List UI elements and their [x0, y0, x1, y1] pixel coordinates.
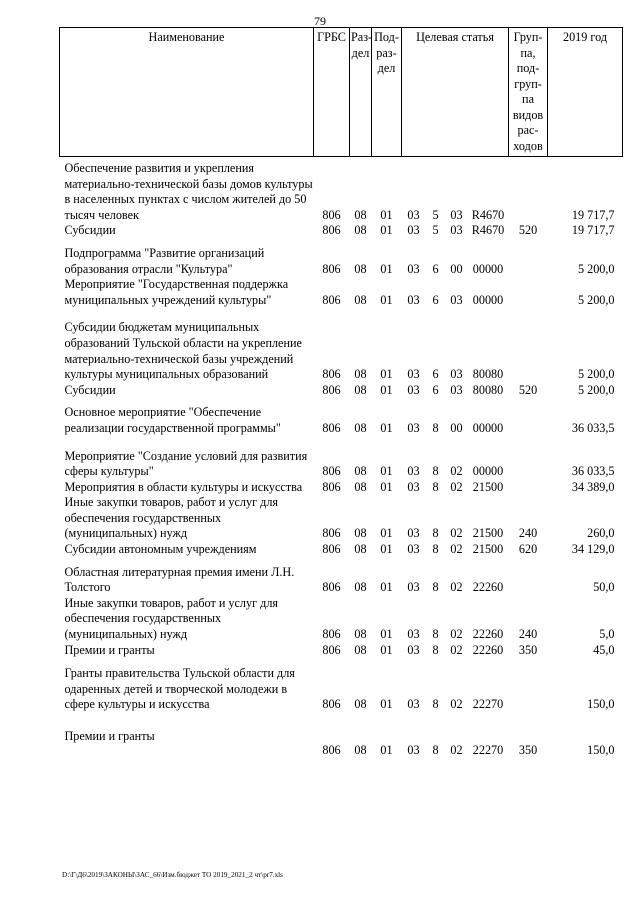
row-code-cell: 08	[354, 627, 367, 642]
row-code-cell: 01	[380, 261, 393, 276]
row-code-cell: R4670	[471, 223, 505, 238]
row-code-cell: 21500	[472, 542, 504, 557]
row-code-cell: 8	[432, 464, 439, 479]
header-celevaya-statya: Целевая статья	[402, 28, 509, 157]
row-code-cell: 03	[407, 526, 420, 541]
row-code-cell: 00000	[472, 261, 504, 276]
row-code-cell: 21500	[472, 479, 504, 494]
row-code-cell: 08	[354, 526, 367, 541]
row-code-cell: 806	[322, 580, 341, 595]
row-name-cell: Мероприятия в области культуры и искусства	[64, 479, 303, 494]
row-name-cell: Мероприятие "Государственная поддержка муниципальных учреждений культуры"	[64, 277, 289, 307]
row-code-cell: 8	[432, 627, 439, 642]
row-code-cell: 03	[407, 542, 420, 557]
table-row	[60, 223, 623, 239]
row-code-cell: 80080	[472, 382, 504, 397]
row-amount-cell: 19 717,7	[571, 223, 615, 238]
header-year: 2019 год	[548, 28, 623, 157]
row-name-cell: Иные закупки товаров, работ и услуг для обеспечения государственных (муниципальных) нужд	[64, 595, 279, 642]
row-amount-cell: 19 717,7	[571, 207, 615, 222]
row-code-cell: 22270	[472, 697, 504, 712]
row-code-cell: 806	[322, 697, 341, 712]
row-code-cell	[509, 161, 548, 223]
row-amount-cell: 5 200,0	[577, 292, 615, 307]
row-code-cell	[509, 480, 548, 496]
row-code-cell: 01	[380, 292, 393, 307]
row-code-cell: 8	[432, 697, 439, 712]
row-amount-cell: 36 033,5	[571, 464, 615, 479]
row-code-cell: 806	[322, 223, 341, 238]
row-code-cell: 01	[380, 223, 393, 238]
row-code-cell: 6	[432, 367, 439, 382]
row-code-cell: 02	[450, 743, 463, 757]
row-amount-cell: 50,0	[593, 580, 615, 595]
row-code-cell: 620	[518, 542, 538, 557]
row-amount-cell: 5 200,0	[577, 261, 615, 276]
row-amount-cell: 34 389,0	[571, 479, 615, 494]
table-row	[60, 383, 623, 399]
row-code-cell: 08	[354, 697, 367, 712]
row-name-cell: Обеспечение развития и укрепления материально-технической базы домов культуры в населенных пунктах с числом жителей до 50 тысяч человек	[64, 161, 313, 222]
row-code-cell: 21500	[472, 526, 504, 541]
row-code-cell: 806	[322, 420, 341, 435]
row-code-cell: 22260	[472, 580, 504, 595]
row-code-cell: 806	[322, 207, 341, 222]
row-name-cell: Премии и гранты	[64, 729, 155, 743]
row-code-cell: 08	[354, 743, 367, 757]
table-row	[60, 729, 623, 759]
table-row	[60, 666, 623, 713]
table-row	[60, 542, 623, 558]
row-name-cell: Субсидии бюджетам муниципальных образований Тульской области на укрепление материально-технической базы учреждений культуры муниципальных образований	[64, 320, 302, 382]
row-amount-cell: 45,0	[593, 642, 615, 657]
row-code-cell	[509, 246, 548, 277]
table-row	[60, 480, 623, 496]
row-code-cell: 22260	[472, 642, 504, 657]
row-code-cell	[509, 405, 548, 436]
table-row	[60, 405, 623, 436]
row-code-cell: 01	[380, 697, 393, 712]
row-code-cell: 806	[322, 542, 341, 557]
row-code-cell	[509, 666, 548, 713]
row-code-cell: 03	[407, 420, 420, 435]
row-code-cell: 806	[322, 642, 341, 657]
row-code-cell: 520	[518, 223, 538, 238]
row-code-cell: 08	[354, 580, 367, 595]
table-header-row	[60, 28, 623, 157]
row-code-cell	[509, 449, 548, 480]
row-code-cell: 02	[450, 542, 463, 557]
row-code-cell: 00000	[472, 292, 504, 307]
table-row	[60, 495, 623, 542]
row-code-cell: 01	[380, 367, 393, 382]
row-code-cell: 03	[407, 223, 420, 238]
row-amount-cell: 34 129,0	[571, 542, 615, 557]
row-code-cell: 240	[518, 526, 538, 541]
row-code-cell: 6	[432, 382, 439, 397]
row-code-cell: 8	[432, 642, 439, 657]
file-path-footer: D:\Г\Д6\2019\ЗАКОНЫ\ЗАС_66\Изм.бюджет ТО 2019_2021_2 чт\pr7.xls	[62, 871, 283, 879]
row-code-cell: 240	[518, 627, 538, 642]
row-code-cell: 03	[450, 207, 463, 222]
row-code-cell: 08	[354, 382, 367, 397]
row-code-cell: 00	[450, 420, 463, 435]
row-name-cell: Иные закупки товаров, работ и услуг для обеспечения государственных (муниципальных) нужд	[64, 495, 279, 541]
row-code-cell: 01	[380, 542, 393, 557]
row-code-cell: 03	[407, 367, 420, 382]
row-code-cell: 03	[407, 627, 420, 642]
row-code-cell: 08	[354, 292, 367, 307]
row-code-cell: 01	[380, 479, 393, 494]
row-code-cell: 03	[407, 207, 420, 222]
row-code-cell: 01	[380, 382, 393, 397]
row-code-cell: 350	[518, 642, 538, 657]
table-row	[60, 161, 623, 223]
row-code-cell: 01	[380, 526, 393, 541]
row-code-cell: 8	[432, 479, 439, 494]
row-code-cell: 08	[354, 542, 367, 557]
table-row	[60, 449, 623, 480]
row-code-cell: 5	[432, 207, 439, 222]
row-code-cell: 8	[432, 420, 439, 435]
header-razdel: Раз- дел	[350, 28, 372, 157]
row-code-cell: 03	[407, 642, 420, 657]
row-code-cell	[509, 565, 548, 596]
row-code-cell: 6	[432, 261, 439, 276]
row-code-cell: 00000	[472, 464, 504, 479]
row-code-cell: 350	[518, 743, 538, 757]
row-code-cell: 8	[432, 542, 439, 557]
row-code-cell: 03	[407, 382, 420, 397]
row-name-cell: Премии и гранты	[64, 642, 155, 657]
row-amount-cell: 5 200,0	[577, 367, 615, 382]
row-code-cell: 8	[432, 580, 439, 595]
row-code-cell: 08	[354, 464, 367, 479]
budget-table	[59, 27, 623, 759]
row-code-cell: 03	[450, 382, 463, 397]
row-code-cell: 00000	[472, 420, 504, 435]
row-code-cell: 01	[380, 627, 393, 642]
row-code-cell: 5	[432, 223, 439, 238]
row-code-cell: 806	[322, 367, 341, 382]
row-code-cell: 22260	[472, 627, 504, 642]
page-number: 79	[314, 14, 326, 28]
row-code-cell: 08	[354, 207, 367, 222]
row-code-cell: 08	[354, 420, 367, 435]
row-code-cell: 02	[450, 464, 463, 479]
row-code-cell: 08	[354, 642, 367, 657]
row-code-cell: 00	[450, 261, 463, 276]
row-code-cell: 02	[450, 526, 463, 541]
row-name-cell: Основное мероприятие "Обеспечение реализации государственной программы"	[64, 405, 281, 435]
table-row	[60, 277, 623, 308]
row-code-cell: 01	[380, 743, 393, 757]
row-code-cell: 806	[322, 479, 341, 494]
row-code-cell	[509, 320, 548, 382]
row-name-cell: Областная литературная премия имени Л.Н. Толстого	[64, 564, 295, 595]
row-code-cell: 6	[432, 292, 439, 307]
row-code-cell: 03	[450, 292, 463, 307]
row-code-cell: 03	[407, 479, 420, 494]
header-grbs: ГРБС	[314, 28, 350, 157]
row-name-cell: Субсидии автономным учреждениям	[64, 542, 257, 557]
row-name-cell: Субсидии	[64, 382, 116, 397]
row-code-cell: 806	[322, 627, 341, 642]
row-code-cell: 08	[354, 223, 367, 238]
row-code-cell: 806	[322, 743, 341, 757]
table-row	[60, 643, 623, 659]
row-code-cell: R4670	[471, 207, 505, 222]
row-code-cell: 8	[432, 526, 439, 541]
row-code-cell: 03	[407, 292, 420, 307]
row-code-cell: 02	[450, 627, 463, 642]
row-code-cell: 08	[354, 367, 367, 382]
header-podrazdel: Под- раз- дел	[372, 28, 402, 157]
row-code-cell: 02	[450, 697, 463, 712]
row-code-cell: 520	[518, 382, 538, 397]
row-code-cell: 01	[380, 207, 393, 222]
row-code-cell: 02	[450, 642, 463, 657]
row-amount-cell: 260,0	[587, 526, 615, 541]
row-code-cell: 01	[380, 580, 393, 595]
row-code-cell: 03	[450, 223, 463, 238]
table-row	[60, 320, 623, 382]
row-code-cell: 01	[380, 642, 393, 657]
header-gruppa-vidov-rashodov: Груп- па, под- груп- па видов рас- ходов	[509, 28, 548, 157]
row-code-cell: 03	[407, 261, 420, 276]
row-name-cell: Гранты правительства Тульской области для одаренных детей и творческой молодежи в сфере культуры и искусства	[64, 666, 295, 712]
row-code-cell: 8	[432, 743, 439, 757]
row-code-cell: 806	[322, 382, 341, 397]
row-code-cell: 03	[407, 697, 420, 712]
row-amount-cell: 5,0	[599, 627, 615, 642]
row-code-cell: 03	[407, 580, 420, 595]
table-row	[60, 246, 623, 277]
header-name: Наименование	[60, 28, 314, 157]
row-code-cell: 03	[407, 464, 420, 479]
row-code-cell: 80080	[472, 367, 504, 382]
row-code-cell: 01	[380, 464, 393, 479]
row-amount-cell: 5 200,0	[577, 382, 615, 397]
row-amount-cell: 150,0	[587, 697, 615, 712]
row-code-cell: 02	[450, 580, 463, 595]
row-amount-cell: 150,0	[587, 743, 615, 757]
row-name-cell: Подпрограмма "Развитие организаций образования отрасли "Культура"	[64, 245, 265, 276]
row-code-cell: 22270	[472, 743, 504, 757]
row-name-cell: Субсидии	[64, 223, 116, 238]
row-code-cell: 08	[354, 261, 367, 276]
row-code-cell	[509, 277, 548, 308]
row-code-cell: 806	[322, 464, 341, 479]
row-code-cell: 03	[450, 367, 463, 382]
row-code-cell: 806	[322, 292, 341, 307]
row-code-cell: 806	[322, 526, 341, 541]
row-code-cell: 806	[322, 261, 341, 276]
row-code-cell: 08	[354, 479, 367, 494]
row-name-cell: Мероприятие "Создание условий для развития сферы культуры"	[64, 448, 308, 479]
row-amount-cell: 36 033,5	[571, 420, 615, 435]
table-row	[60, 565, 623, 596]
row-code-cell: 03	[407, 743, 420, 757]
table-row	[60, 596, 623, 643]
row-code-cell: 02	[450, 479, 463, 494]
row-code-cell: 01	[380, 420, 393, 435]
